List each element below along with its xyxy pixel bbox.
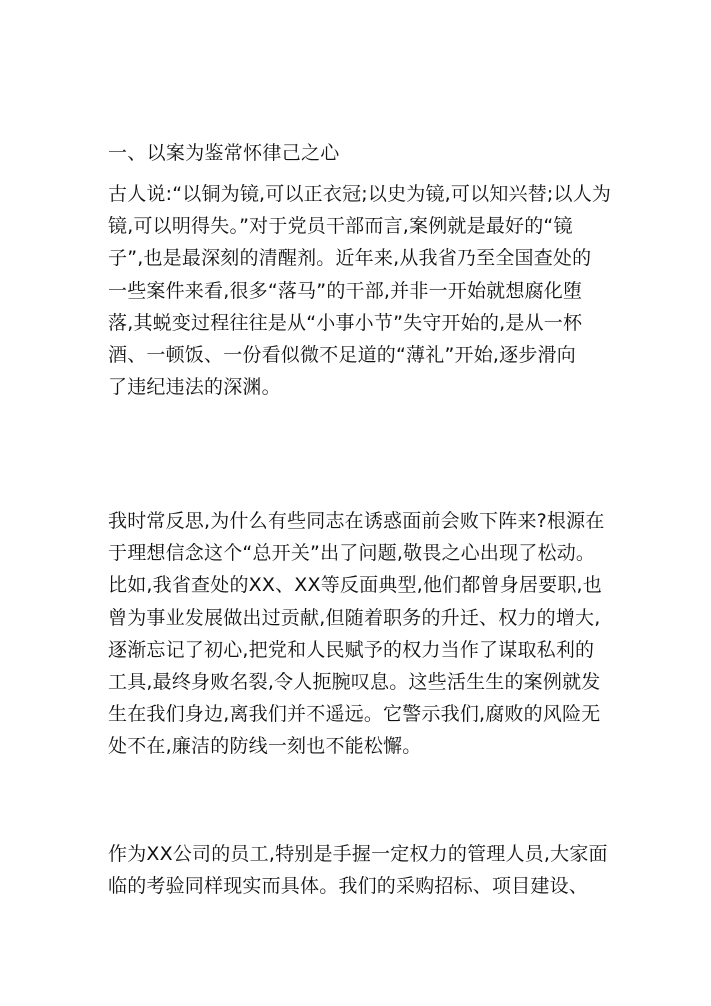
paragraph-line: 镜,可以明得失。”对于党员干部而言,案例就是最好的“镜 (108, 215, 573, 238)
paragraph-line: 我时常反思,为什么有些同志在诱惑面前会败下阵来?根源在 (108, 510, 605, 532)
paragraph-line: 逐渐忘记了初心,把党和人民赋予的权力当作了谋取私利的 (108, 638, 595, 661)
paragraph-line: 曾为事业发展做出过贡献,但随着职务的升迁、权力的增大, (108, 606, 601, 629)
paragraph-line: 比如,我省查处的XX、XX等反面典型,他们都曾身居要职,也 (108, 574, 602, 597)
paragraph-line: 子”,也是最深刻的清醒剂。近年来,从我省乃至全国查处的 (108, 247, 592, 270)
paragraph-line: 临的考验同样现实而具体。我们的采购招标、项目建设、 (108, 875, 589, 898)
paragraph-line: 古人说:“以铜为镜,可以正衣冠;以史为镜,可以知兴替;以人为 (108, 183, 612, 205)
paragraph-2 (108, 505, 708, 763)
paragraph-line: 落,其蜕变过程往往是从“小事小节”失守开始的,是从一杯 (108, 311, 583, 334)
paragraph-line: 处不在,廉洁的防线一刻也不能松懈。 (108, 735, 422, 758)
paragraph-line: 一些案件来看,很多“落马”的干部,并非一开始就想腐化堕 (108, 279, 583, 302)
section-heading: 一、以案为鉴常怀律己之心 (108, 142, 340, 164)
paragraph-line: 了违纪违法的深渊。 (108, 376, 281, 399)
paragraph-line: 作为XX公司的员工,特别是手握一定权力的管理人员,大家面 (108, 843, 608, 865)
paragraph-1 (108, 178, 708, 403)
paragraph-line: 酒、一顿饭、一份看似微不足道的“薄礼”开始,逐步滑向 (108, 343, 576, 366)
paragraph-line: 工具,最终身败名裂,令人扼腕叹息。这些活生生的案例就发 (108, 670, 601, 693)
paragraph-line: 生在我们身边,离我们并不遥远。它警示我们,腐败的风险无 (108, 703, 601, 726)
paragraph-line: 于理想信念这个“总开关”出了问题,敬畏之心出现了松动。 (108, 542, 596, 565)
paragraph-3 (108, 838, 708, 902)
